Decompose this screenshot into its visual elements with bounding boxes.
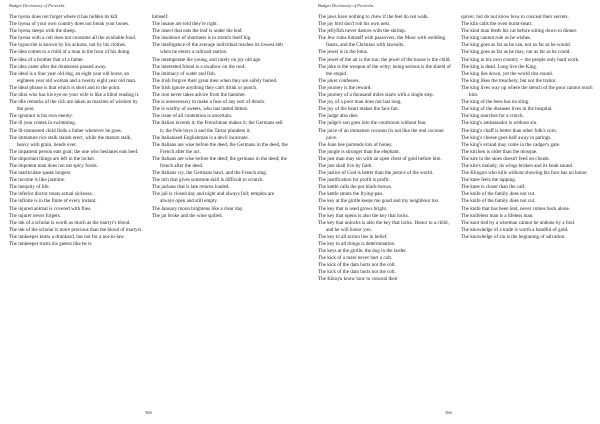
proverb-entry: The just shall live by faith. [318, 162, 373, 169]
proverb-entry: The king's cheese goes half away in parings. [461, 134, 552, 141]
proverb-entry: The kite's malady, its wings broken and its beak sound. [461, 162, 574, 169]
proverb-entry: The justification for profit is profit. [318, 177, 390, 184]
proverb-entry: The key at the girdle keeps me good and my neighbour too. [318, 198, 440, 205]
proverb-entry: The ideal is a four year old dog, an eight year old horse, an eighteen year old woman and a twenty eight year old man. [9, 70, 137, 84]
proverb-entry: The kind man feeds his cat before sitting down to dinner. [461, 28, 578, 35]
proverb-entry: The hyena does not forget where it has hidden its kill. [9, 14, 119, 20]
proverb-entry: The is worthy of sweets, who has tasted bitters. [152, 106, 249, 113]
proverb-entry: The hyena sleeps with the sheep. [9, 28, 77, 35]
proverb-entry: The innkeeper trusts his guests like he is [9, 241, 92, 247]
proverb-entry: The jellyfish never dances with the shrimp. [318, 28, 407, 35]
proverb-entry: The justice of God is better than the justice of the world. [318, 170, 434, 177]
proverb-entry: The joker confesses. [318, 77, 360, 84]
proverb-entry: The just man may sin with an open chest of gold before him. [318, 155, 442, 162]
proverb-entry: The jay bird don't rob his own nest. [318, 21, 391, 28]
proverb-entry: The king of the bees has no sting. [461, 99, 530, 106]
running-header: Budget Dictionary of Proverbs [318, 3, 374, 8]
proverb-entry: The infinite is in the finite of every instant. [9, 198, 97, 205]
proverb-entry: The idea came after the drunkness passed away. [9, 63, 107, 70]
running-header: Budget Dictionary of Proverbs [9, 3, 65, 8]
proverb-entry: The kick of the dam hurts not the colt. [318, 262, 396, 269]
right-page-column-2 [461, 14, 597, 241]
proverb-entry: The insect that eats the leaf is under the leaf. [152, 28, 243, 35]
proverb-entry: The ideal phrase is that which is short and to the point. [9, 84, 121, 91]
proverb-entry: The Jew ruins himself with passovers, the Moor with wedding feasts, and the Christian with lawsuits. [318, 35, 446, 49]
left-page-column-1 [9, 14, 145, 248]
proverb-entry: The jar broke and the wine spilled. [152, 212, 223, 219]
proverb-entry: The Irish ignore anything they can't drink or punch. [152, 84, 258, 91]
proverb-entry: quiver, but do not know how to conceal their secrets. [461, 14, 569, 20]
proverb-entry: The key that opens is also the key that locks. [318, 212, 410, 219]
proverb-entry: The kettle smuts the frying-pan. [318, 191, 384, 198]
proverb-entry: The jackass that is late returns loaded. [152, 184, 230, 191]
proverb-entry: The joke is the weapon of the witty; being serious is the shield of the stupid. [318, 63, 451, 77]
right-page-column-1 [318, 14, 454, 284]
proverb-entry: The hyena with a cub does not consume all the available food. [9, 35, 137, 42]
proverb-entry: The injured animal is covered with flies. [9, 205, 92, 212]
proverb-entry: The important things are left in the locker. [9, 155, 96, 162]
proverb-entry: himself. [152, 14, 169, 20]
proverb-entry: The kick of the dam hurts not the colt. [318, 269, 396, 276]
proverb-entry: The idle remarks of the rich are taken as maxims of wisdom by the poor. [9, 99, 138, 113]
proverb-entry: The knowledge of sin is the beginning of salvation. [461, 233, 566, 240]
proverb-entry: The king's errand may come in the cadger's gate. [461, 141, 561, 148]
proverb-entry: The knee feels the tapping. [461, 177, 517, 184]
proverb-entry: The king likes the treachery, but not the traitor. [461, 77, 557, 84]
proverb-entry: The joy of a poor man does not last long. [318, 99, 402, 106]
proverb-entry: The kiln calls the oven burnt-heart. [461, 21, 533, 28]
proverb-entry: The hypocrite is known by his actions, not by his clothes. [9, 42, 127, 49]
proverb-entry: The king lives way up where the stench of the poor cannot reach him. [461, 84, 593, 99]
proverb-entry: The Italians cry, the Germans bawl, and the French sing. [152, 170, 268, 177]
proverb-entry: The Italianised Englishman is a devil incarnate. [152, 134, 249, 141]
proverb-entry: The joy of the heart makes the face fair. [318, 106, 400, 113]
proverb-entry: The journey is the reward. [318, 84, 372, 91]
left-page-column-2 [152, 14, 288, 220]
proverb-entry: The jaws have nothing to chew if the feet do not walk. [318, 14, 429, 20]
proverb-entry: The jewel is in the lotus. [318, 49, 369, 56]
proverb-entry: The intimacy of water and fish. [152, 70, 216, 77]
proverb-entry: The insane are told they're right. [152, 21, 218, 28]
proverb-entry: The king cannot rule as he wishes. [461, 35, 532, 42]
proverb-entry: The January moon brightens like a clear day. [152, 205, 244, 212]
proverb-entry: The injurer never forgets. [9, 212, 61, 219]
proverb-entry: The inferior doctor treats actual sickness. [9, 191, 94, 198]
proverb-entry: The kite in the skies doesn't feed on clouds. [461, 155, 550, 162]
proverb-entry: The king's chaff is better than other folk's corn. [461, 127, 558, 134]
proverb-entry: The king goes as far as he can, not so far as he would. [461, 42, 571, 49]
proverb-entry: The ill-mannered child finds a father wherever he goes. [9, 127, 123, 134]
proverb-entry: The iron never takes advice from the hammer. [152, 92, 246, 99]
proverb-entry: The knife of the family does not cut. [461, 191, 536, 198]
proverb-entry: The juice of an immature coconut (is not like the real coconut juice. [318, 127, 444, 141]
proverb-entry: The knife of the family does not cut. [461, 198, 536, 205]
proverb-entry: The kick of a mare never hurt a colt. [318, 255, 393, 262]
proverb-entry: The key to all things is determination. [318, 241, 396, 247]
proverb-entry: The insolence of shortness is to stretch itself big. [152, 35, 252, 42]
proverb-entry: The king lies down, yet the world rins round. [461, 70, 553, 77]
proverb-entry: The itch that gives someone skill is difficult to scratch. [152, 177, 264, 184]
proverb-entry: The June bee portends lots of honey. [318, 141, 393, 148]
proverb-entry: The innkeeper knew a drunkard, but not for a not-in-law. [9, 233, 125, 240]
proverb-entry: The is unnecessary to make a fuse of any sort of thrash. [152, 99, 266, 106]
proverb-entry: The key that unlocks is also the key that locks. Honor to a child, and he will honor you. [318, 219, 449, 233]
proverb-entry: The keys at the girdle, the dog in the larder. [318, 248, 407, 255]
proverb-entry: The Italian invents it; the Frenchman makes it; the Germans sell it; the Pole buys it and the Tartar plunders it. [152, 120, 283, 134]
proverb-entry: The judge's son goes into the courtroom without fear. [318, 120, 427, 127]
right-page [300, 0, 600, 424]
proverb-entry: The king goes as far as he may, not as far as he could. [461, 49, 571, 56]
proverb-entry: The knife that has been lent, never comes back alone. [461, 205, 571, 212]
proverb-entry: The knot tied by a wiseman cannot be undone by a fool. [461, 219, 576, 226]
proverb-entry: The ink of the scholar is more precious than the blood of martyrs. [9, 226, 143, 233]
proverb-entry: The knowledge of a trade is worth a handful of gold. [461, 226, 569, 233]
proverb-entry: The ignorant is his own enemy. [9, 113, 73, 120]
proverb-entry: The king is dead. Long live the King. [461, 63, 538, 70]
proverb-entry: The knee is closer than the calf. [461, 184, 526, 191]
proverb-entry: The judge also dies. [318, 113, 359, 120]
proverb-entry: The idea comes to a child of a man in the hour of his doing. [9, 49, 131, 56]
proverb-entry: The hyena of your own country does not break your bones. [9, 21, 130, 28]
proverb-entry: The king's ambassador is without sin. [461, 120, 538, 127]
proverb-entry: The journey of a thousand miles starts with a single step. [318, 92, 434, 99]
proverb-entry: The impotent man does not eat spicy foods. [9, 162, 98, 169]
proverb-entry: The interested friend is a swallow on the roof. [152, 63, 246, 70]
proverb-entry: The impatient person eats goat; the one who hesitates eats beef. [9, 148, 139, 155]
proverb-entry: The Italians are wise before the deed; the germans in the deed; the french after the deed. [152, 155, 287, 169]
proverb-entry: The inarticulate speak longest. [9, 170, 72, 177]
proverb-entry: The jungle is stronger than the elephant. [318, 148, 400, 155]
proverb-entry: The immature rice stalk stands erect, while the mature stalk, heavy with grain, bends over. [9, 134, 132, 148]
proverb-entry: The kitchen is older than the mosque. [461, 148, 538, 155]
proverb-entry: The idiot who has his eye on your wife is like a blind reading it. [9, 92, 140, 99]
proverb-entry: The knifeless man is a lifeless man. [461, 212, 534, 219]
proverb-entry: The jewel of the air is the sun; the jewel of the house is the child. [318, 56, 451, 63]
proverb-entry: The king searches for a crutch. [461, 113, 524, 120]
proverb-entry: The king in his own country -- the people only hard work. [461, 56, 580, 63]
proverb-entry: The intemperate die young, and rarely on joy old age. [152, 56, 262, 63]
proverb-entry: The jail is closed day and night and always full; temples are always open and still empty. [152, 191, 275, 205]
proverb-entry: The king of the diseases lives in the hospital. [461, 106, 553, 113]
proverb-entry: The key that is used grows bright. [318, 205, 388, 212]
proverb-entry: The Kikuyu know how to conceal their [318, 276, 398, 283]
proverb-entry: The ink of a scholar is worth as much as the martyr's blood. [9, 219, 131, 226]
page-number: 366 [145, 410, 152, 415]
page-number: 366 [445, 410, 452, 415]
proverb-entry: The issue of all contention is uncertain. [152, 113, 233, 120]
proverb-entry: The ill year comes in swimming. [9, 120, 77, 127]
proverb-entry: The kettle calls the pot black-brows. [318, 184, 393, 191]
proverb-entry: The income is like jasmine. [9, 177, 66, 184]
proverb-entry: The Klingon who kills without showing his face has no honor. [461, 170, 588, 177]
proverb-entry: The intelligence of the average individual reaches its lowest ebb when he enters a railroad station. [152, 42, 283, 56]
proverb-entry: The Irish forgive their great men when they are safely buried. [152, 77, 278, 84]
proverb-entry: The inequity of life. [9, 184, 50, 191]
proverb-entry: The Italians are wise before the deed, the Germans in the deed, the French after the act. [152, 141, 288, 155]
proverb-entry: The key to all action lies in belief. [318, 233, 388, 240]
proverb-entry: The idea of a brother that of a father. [9, 56, 84, 63]
